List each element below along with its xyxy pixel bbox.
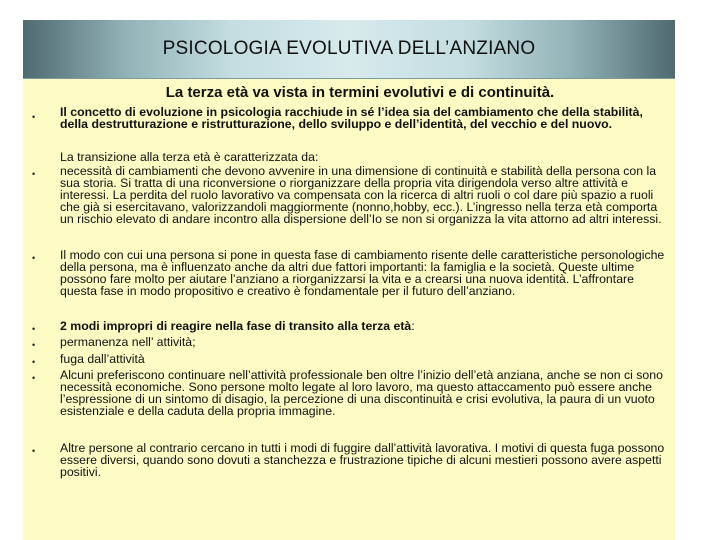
bullet-marker: • [32, 253, 36, 263]
slide-subtitle: La terza età va vista in termini evolutivi e di continuità. [165, 84, 555, 101]
paragraph-family-society: Il modo con cui una persona si pone in questa fase di cambiamento risente delle caratteristiche personologiche della persona, ma è influenzato anche da altri due fattori importanti: la famiglia e la società. Queste ultime possono fare molto per aiutare l’anziano a riorganizzarsi la vita e a crearsi una nuova identità. L’affrontare questa fase in modo propositivo e creativo è fondamentale per il futuro dell’anziano. [60, 248, 665, 298]
bullet-marker: • [32, 112, 36, 122]
bullet-marker: • [32, 340, 36, 350]
paragraph-evolution-concept: Il concetto di evoluzione in psicologia racchiude in sé l’idea sia del cambiamento che della stabilità, della destrutturazione e ristrutturazione, dello sviluppo e dell’identità, del vecchio e del nuovo. [60, 105, 643, 131]
list-item-flight: fuga dall’attività [60, 352, 145, 366]
bullet-marker: • [32, 169, 36, 179]
slide-title: PSICOLOGIA EVOLUTIVA DELL’ANZIANO [162, 38, 536, 59]
paragraph-flee-work: Altre persone al contrario cercano in tutti i modi di fuggire dall’attività lavorativa. I motivi di questa fuga possono essere diversi, quando sono dovuti a stanchezza e frustrazione tipiche di alcuni mestieri possono avere aspetti positivi. [60, 441, 665, 479]
list-item-permanence: permanenza nell’ attività; [60, 335, 196, 349]
paragraph-transition-intro: La transizione alla terza età è caratterizzata da: [60, 150, 319, 164]
bullet-marker: • [32, 446, 36, 456]
improper-reactions-colon: : [411, 319, 415, 333]
paragraph-improper-reactions [60, 321, 672, 333]
paragraph-continue-working: Alcuni preferiscono continuare nell’attività professionale ben oltre l’inizio dell’età anziana, anche se non ci sono necessità economiche. Sono persone molto legate al loro lavoro, ma questo attaccamento può essere anche l’espressione di un sintomo di disagio, la percezione di una discontinuità e crisi evolutiva, la paura di un vuoto esistenziale e della caduta della propria immagine. [60, 368, 663, 418]
improper-reactions-heading: 2 modi impropri di reagire nella fase di transito alla terza età [60, 319, 412, 333]
bullet-marker: • [32, 324, 36, 334]
bullet-marker: • [32, 373, 36, 383]
paragraph-need-for-change: necessità di cambiamenti che devono avvenire in una dimensione di continuità e stabilità della persona con la sua storia. Si tratta di una riconversione o riorganizzare della propria vita dirigendola verso altre attività e interessi. La perdita del ruolo lavorativo va compensata con la ricerca di altri ruoli o col dare più spazio a ruoli che già si esercitavano, valorizzandoli maggiormente (nonno,hobby, ecc.). L’ingresso nella terza età comporta un rischio elevato di andare incontro alla dispersione dell’Io se non si organizza la vita attorno ad altri interessi. [60, 164, 662, 226]
bullet-marker: • [32, 357, 36, 367]
